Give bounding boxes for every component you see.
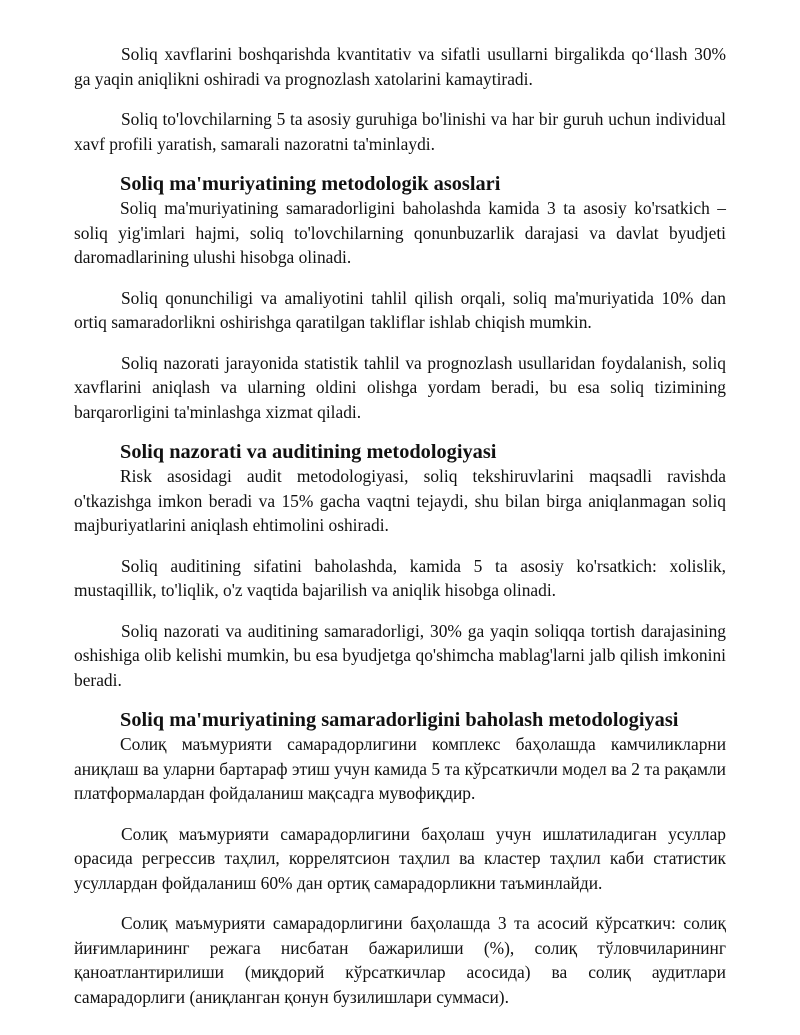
section-heading: Soliq nazorati va auditining metodologiyasi (120, 441, 497, 463)
paragraph: Soliq to'lovchilarning 5 ta asosiy guruhiga bo'linishi va har bir guruh uchun individual xavf profili yaratish, samarali nazoratni ta'minlaydi. (74, 109, 726, 154)
paragraph: Soliq qonunchiligi va amaliyotini tahlil qilish orqali, soliq ma'muriyatida 10% dan ortiq samaradorlikni oshirishga qaratilgan takliflar ishlab chiqish mumkin. (74, 287, 726, 332)
section-methodological-foundations (74, 172, 726, 424)
paragraph: Солиқ маъмурияти самарадорлигини баҳолашда 3 та асосий кўрсаткич: солиқ йиғимларининг режага нисбатан бажарилиши (%), солиқ тўловчиларининг қаноатлантирилиши (миқдорий кўрсаткичлар асосида) ва солиқ аудитлари самарадорлиги (аниқланган қонун бузилишлари суммаси). (74, 913, 726, 1007)
section-heading: Soliq ma'muriyatining metodologik asoslari (120, 173, 501, 195)
paragraph: Солиқ маъмурияти самарадорлигини баҳолаш учун ишлатиладиган усуллар орасида регрессив таҳлил, коррелятсион таҳлил ва кластер таҳлил каби статистик усуллардан фойдаланиш 60% дан ортиқ самарадорликни таъминлайди. (74, 823, 726, 893)
paragraph: Soliq xavflarini boshqarishda kvantitativ va sifatli usullarni birgalikda qo‘llash 30% ga yaqin aniqlikni oshiradi va prognozlash xatolarini kamaytiradi. (74, 44, 726, 89)
paragraph: Soliq ma'muriyatining samaradorligini baholashda kamida 3 ta asosiy ko'rsatkich – soliq yig'imlari hajmi, soliq to'lovchilarning qonunbuzarlik darajasi va davlat byudjeti daromadlarining ulushi hisobga olinadi. (74, 198, 726, 267)
section-control-and-audit (74, 440, 726, 692)
paragraph: Soliq nazorati va auditining samaradorligi, 30% ga yaqin soliqqa tortish darajasining oshishiga olib kelishi mumkin, bu esa byudjetga qo'shimcha mablag'larni jalb qilish imkonini beradi. (74, 620, 726, 690)
paragraph: Risk asosidagi audit metodologiyasi, soliq tekshiruvlarini maqsadli ravishda o'tkazishga imkon beradi va 15% gacha vaqtni tejaydi, shu bilan birga aniqlanmagan soliq majburiyatlarini aniqlash ehtimolini oshiradi. (74, 466, 726, 535)
document-page (74, 42, 726, 1025)
paragraph: Солиқ маъмурияти самарадорлигини комплекс баҳолашда камчиликларни аниқлаш ва уларни бартараф этиш учун камида 5 та кўрсаткичли модел ва 2 та рақамли платформалардан фойдаланиш мақсадга мувофиқдир. (74, 734, 726, 803)
paragraph: Soliq auditining sifatini baholashda, kamida 5 ta asosiy ko'rsatkich: xolislik, mustaqillik, to'liqlik, o'z vaqtida bajarilish va aniqlik hisobga olinadi. (74, 555, 726, 600)
paragraph: Soliq nazorati jarayonida statistik tahlil va prognozlash usullaridan foydalanish, soliq xavflarini aniqlash va ularning oldini olishga yordam beradi, bu esa soliq tizimining barqarorligini ta'minlashga xizmat qiladi. (74, 352, 726, 422)
section-heading: Soliq ma'muriyatining samaradorligini baholash metodologiyasi (120, 709, 679, 731)
section-efficiency-evaluation (74, 708, 726, 1009)
